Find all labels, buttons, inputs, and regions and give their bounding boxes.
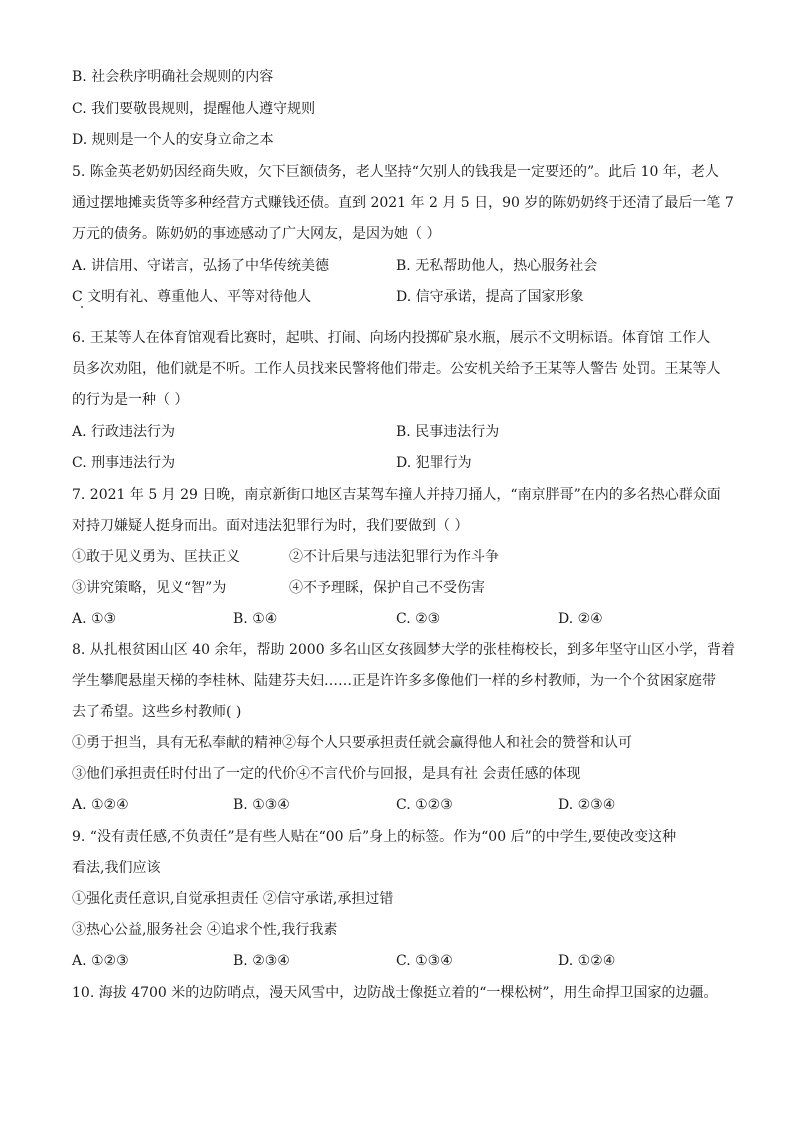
q5-stem-line-2: 通过摆地摊卖货等多种经营方式赚钱还债。直到 2021 年 2 月 5 日，90 岁的陈奶奶终于还清了最后一笔 7 (72, 195, 734, 211)
q8-stem-line-2: 学生攀爬悬崖天梯的李桂林、陆建芬夫妇……正是许许多多像他们一样的乡村教师，为一个个贫困家庭带 (72, 673, 716, 689)
q4-option-c: C. 我们要敬畏规则，提醒他人遵守规则 (72, 101, 316, 117)
q6-option-d: D. 犯罪行为 (396, 455, 472, 471)
q7-stem-line-2: 对持刀嫌疑人挺身而出。面对违法犯罪行为时，我们要做到（ ） (72, 518, 469, 534)
q9-statements-1-2: ①强化责任意识,自觉承担责任 ②信守承诺,承担过错 (72, 891, 394, 907)
q4-option-b: B. 社会秩序明确社会规则的内容 (72, 69, 274, 85)
q9-option-a: A. ①②③ (72, 953, 129, 969)
q7-option-b: B. ①④ (233, 611, 278, 627)
q7-statement-1: ①敢于见义勇为、匡扶正义 (72, 549, 240, 565)
q8-stem-line-1: 8. 从扎根贫困山区 40 余年，帮助 2000 多名山区女孩圆梦大学的张桂梅校长，到多年坚守山区小学，背着 (72, 642, 736, 658)
q6-stem-line-2: 员多次劝阻，他们就是不听。工作人员找来民警将他们带走。公安机关给予王某等人警告 处罚。王某等人 (72, 361, 721, 377)
q4-option-d: D. 规则是一个人的安身立命之本 (72, 132, 274, 148)
q5-option-a: A. 讲信用、守诺言，弘扬了中华传统美德 (72, 258, 330, 274)
q8-option-d: D. ②③④ (558, 797, 616, 813)
q5-stem-line-1: 5. 陈金英老奶奶因经商失败，欠下巨额债务，老人坚持“欠别人的钱我是一定要还的”。此后 10 年，老人 (72, 164, 719, 180)
q9-option-d: D. ①②④ (558, 953, 616, 969)
q9-option-c: C. ①③④ (396, 953, 453, 969)
q8-option-a: A. ①②④ (72, 797, 129, 813)
q8-option-b: B. ①③④ (233, 797, 290, 813)
q8-option-c: C. ①②③ (396, 797, 453, 813)
q8-stem-line-3: 去了希望。这些乡村教师( ) (72, 704, 242, 720)
q5-option-b: B. 无私帮助他人，热心服务社会 (396, 258, 598, 274)
q7-stem-line-1: 7. 2021 年 5 月 29 日晚，南京新街口地区吉某驾车撞人并持刀捅人，“南京胖哥”在内的多名热心群众面 (72, 487, 721, 503)
q5-option-c: C 文明有礼、尊重他人、平等对待他人 (72, 289, 312, 305)
q7-statement-4: ④不予理睬，保护自己不受伤害 (289, 580, 485, 596)
q9-stem-line-2: 看法,我们应该 (72, 860, 161, 876)
q6-stem-line-3: 的行为是一种（ ） (72, 392, 189, 408)
q8-statements-1-2: ①勇于担当，具有无私奉献的精神②每个人只要承担责任就会赢得他人和社会的赞誉和认可 (72, 735, 632, 751)
q10-stem-line-1: 10. 海拔 4700 米的边防哨点，漫天风雪中，边防战士像挺立着的“一棵松树”，用生命捍卫国家的边疆。 (72, 985, 718, 1001)
q9-statements-3-4: ③热心公益,服务社会 ④追求个性,我行我素 (72, 922, 338, 938)
stray-mark (81, 306, 83, 308)
q7-statement-2: ②不计后果与违法犯罪行为作斗争 (289, 549, 499, 565)
q5-option-d: D. 信守承诺，提高了国家形象 (396, 289, 584, 305)
q6-stem-line-1: 6. 王某等人在体育馆观看比赛时，起哄、打闹、向场内投掷矿泉水瓶，展示不文明标语。体育馆 工作人 (72, 330, 711, 346)
q7-option-a: A. ①③ (72, 611, 117, 627)
q7-statement-3: ③讲究策略，见义“智”为 (72, 580, 227, 596)
q5-stem-line-3: 万元的债务。陈奶奶的事迹感动了广大网友，是因为她（ ） (72, 226, 441, 242)
q6-option-b: B. 民事违法行为 (396, 424, 500, 440)
q8-statements-3-4: ③他们承担责任时付出了一定的代价④不言代价与回报，是具有社 会责任感的体现 (72, 766, 581, 782)
q9-stem-line-1: 9. “没有责任感,不负责任”是有些人贴在“00 后”身上的标签。作为“00 后”的中学生,要使改变这种 (72, 829, 677, 845)
q7-option-d: D. ②④ (558, 611, 603, 627)
q6-option-a: A. 行政违法行为 (72, 424, 176, 440)
q7-option-c: C. ②③ (396, 611, 441, 627)
q6-option-c: C. 刑事违法行为 (72, 455, 176, 471)
q9-option-b: B. ②③④ (233, 953, 290, 969)
